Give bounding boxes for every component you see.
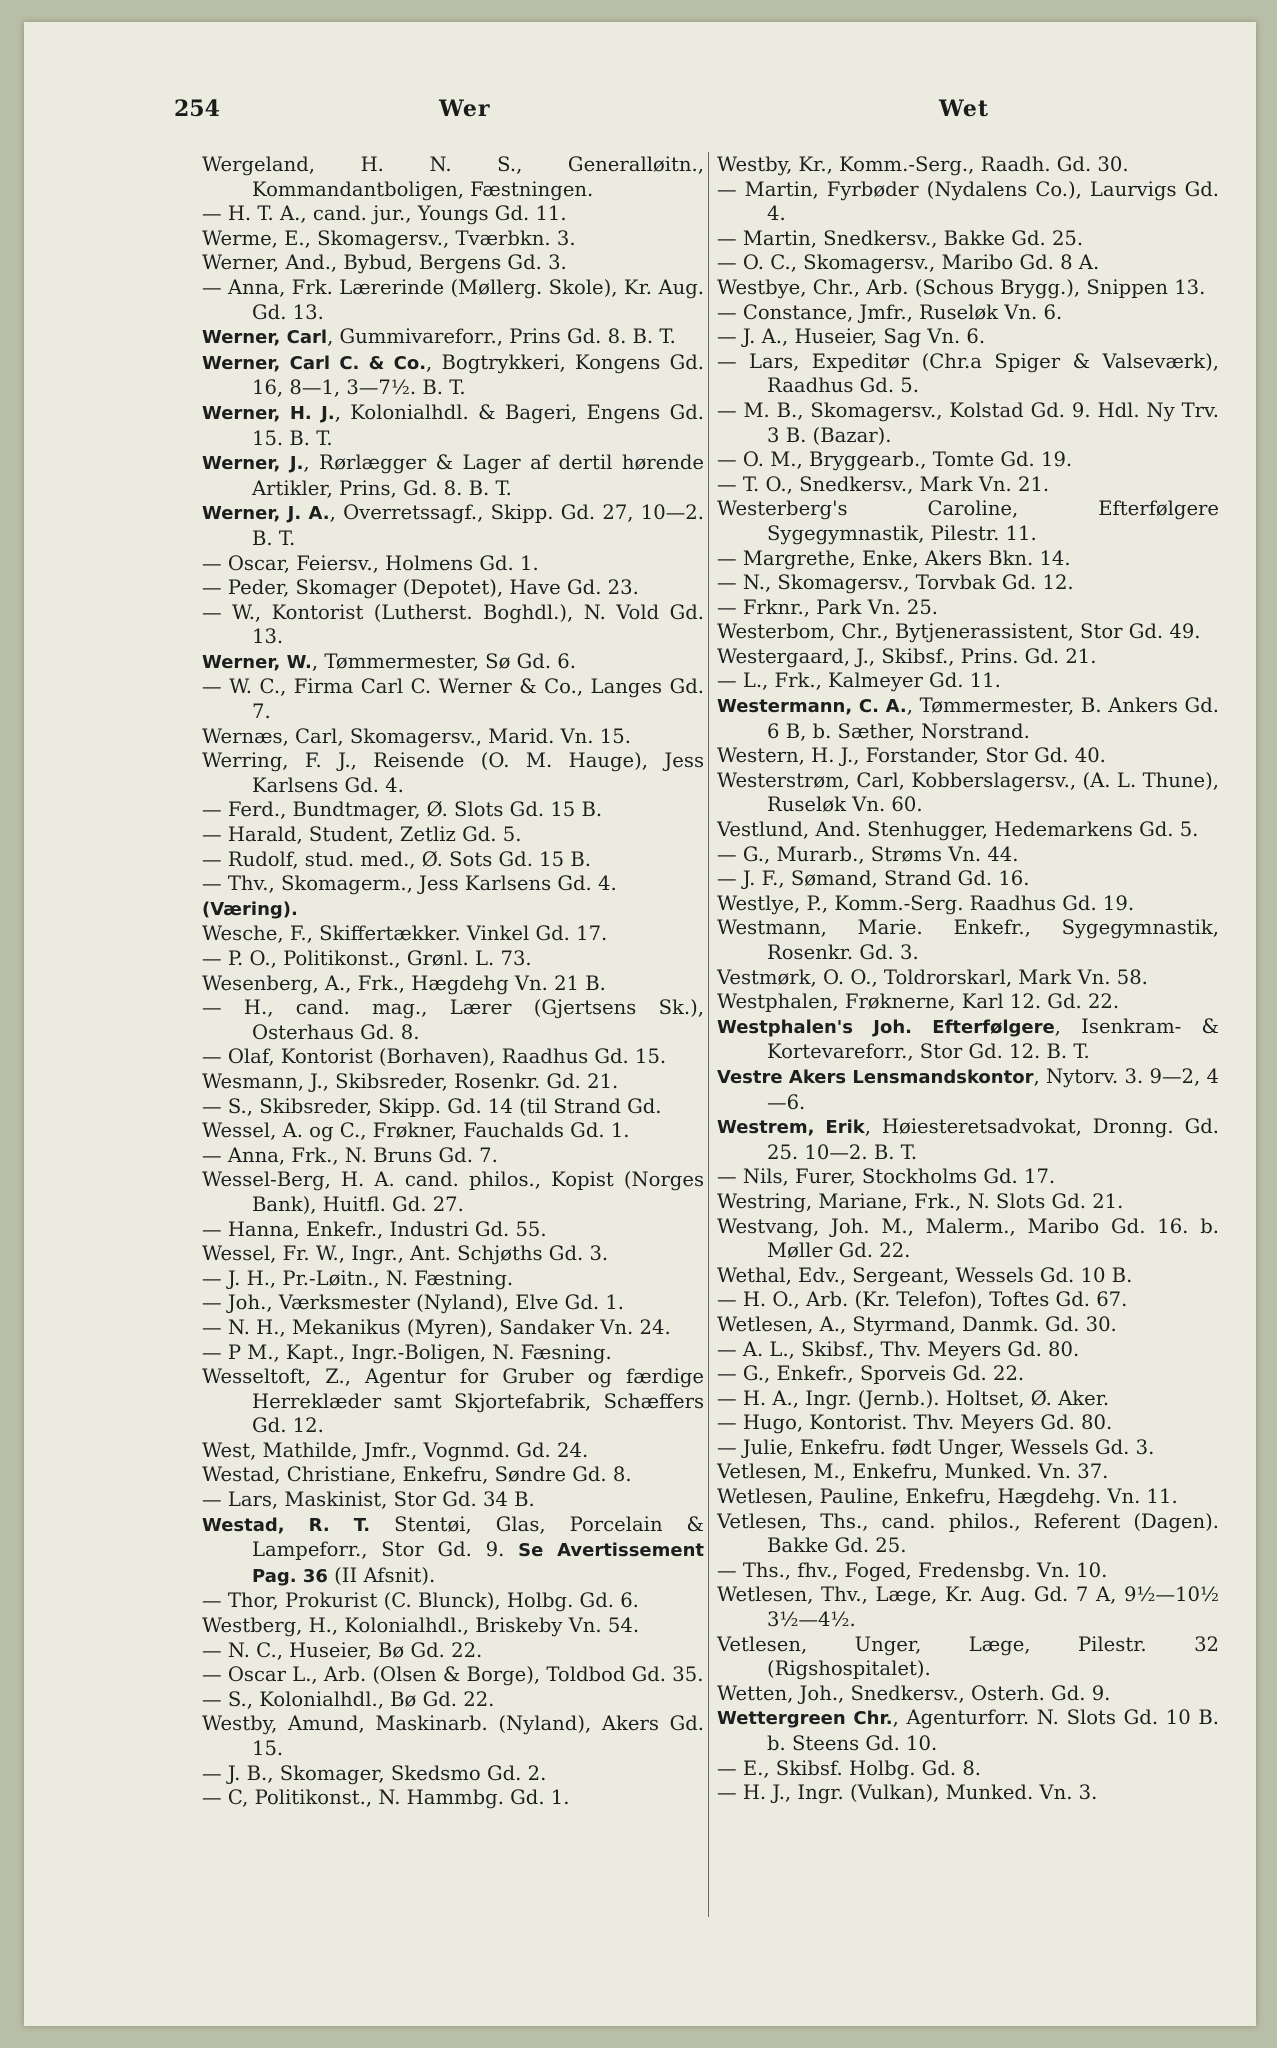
entry-text: , Rørlægger & Lager af dertil hørende Artikler, Prins, Gd. 8. B. T. (252, 451, 704, 500)
entry-text: Wernæs, Carl, Skomagersv., Marid. Vn. 15. (202, 724, 631, 748)
directory-entry (717, 301, 1219, 326)
entry-text: Werring, F. J., Reisende (O. M. Hauge), Jess Karlsens Gd. 4. (202, 749, 704, 797)
directory-entry (202, 1267, 704, 1292)
right-column (717, 153, 1219, 1806)
entry-text: — J. H., Pr.-Løitn., N. Fæstning. (202, 1266, 514, 1290)
entry-text: — W. C., Firma Carl C. Werner & Co., Langes Gd. 7. (202, 675, 704, 724)
entry-text: , Bogtrykkeri, Kongens Gd. 16, 8—1, 3—7½. B. T. (252, 350, 704, 400)
entry-text: — G., Enkefr., Sporveis Gd. 22. (717, 1362, 1025, 1386)
entry-text: Westerbom, Chr., Bytjenerassistent, Stor Gd. 49. (717, 620, 1201, 644)
directory-entry (202, 1762, 704, 1787)
entry-text: Wesche, F., Skiffertækker. Vinkel Gd. 17. (202, 922, 608, 946)
directory-entry (202, 1316, 704, 1341)
directory-entry (717, 1362, 1219, 1387)
entry-text: — N. C., Huseier, Bø Gd. 22. (202, 1638, 483, 1662)
directory-entry (202, 1045, 704, 1070)
entry-text: — Ferd., Bundtmager, Ø. Slots Gd. 15 B. (202, 798, 603, 822)
directory-entry (202, 1218, 704, 1243)
directory-entry (202, 1439, 704, 1464)
entry-text: Vetlesen, Unger, Læge, Pilestr. 32 (Rigshospitalet). (717, 1632, 1219, 1681)
entry-text: — Peder, Skomager (Depotet), Have Gd. 23. (202, 576, 639, 600)
directory-entry (202, 227, 704, 252)
directory-entry (717, 1264, 1219, 1289)
directory-entry (717, 1165, 1219, 1190)
entry-text: — S., Kolonialhdl., Bø Gd. 22. (202, 1687, 495, 1711)
entry-text: Westring, Mariane, Frk., N. Slots Gd. 21. (717, 1189, 1124, 1213)
directory-entry (717, 669, 1219, 694)
directory-entry (717, 399, 1219, 448)
entry-text: , Agenturforr. N. Slots Gd. 10 B. b. Steens Gd. 10. (767, 1706, 1219, 1755)
entry-text: — H., cand. mag., Lærer (Gjertsens Sk.), Osterhaus Gd. 8. (202, 996, 704, 1044)
directory-entry (717, 867, 1219, 892)
directory-entry (717, 1387, 1219, 1412)
entry-text: — T. O., Snedkersv., Mark Vn. 21. (717, 472, 1050, 496)
entry-text: — O. M., Bryggearb., Tomte Gd. 19. (717, 448, 1073, 472)
directory-entry (717, 1485, 1219, 1510)
entry-text: — H. J., Ingr. (Vulkan), Munked. Vn. 3. (717, 1781, 1098, 1805)
directory-entry (717, 966, 1219, 991)
directory-entry (717, 1015, 1219, 1065)
entry-name-bold: Werner, Carl (202, 327, 328, 349)
entry-text: — Thor, Prokurist (C. Blunck), Holbg. Gd. 6. (202, 1589, 639, 1613)
directory-entry (717, 1313, 1219, 1338)
directory-entry (202, 1513, 704, 1590)
entry-text: — Anna, Frk., N. Bruns Gd. 7. (202, 1143, 498, 1167)
directory-entry (202, 451, 704, 501)
directory-entry (717, 596, 1219, 621)
entry-name-bold: Werner, J. (202, 453, 304, 475)
entry-text: , Tømmermester, Sø Gd. 6. (311, 649, 576, 673)
entry-text: — P. O., Politikonst., Grønl. L. 73. (202, 947, 532, 970)
entry-text: — J. F., Sømand, Strand Gd. 16. (717, 867, 1030, 891)
directory-entry (717, 769, 1219, 818)
directory-entry (202, 922, 704, 947)
directory-entry (202, 1291, 704, 1316)
right-running-heading: Wet (939, 96, 990, 122)
entry-text: Wessel-Berg, H. A. cand. philos., Kopist (Norges Bank), Huitfl. Gd. 27. (202, 1168, 704, 1216)
entry-text: Wessel, Fr. W., Ingr., Ant. Schjøths Gd. 3. (202, 1242, 609, 1266)
entry-text: (II Afsnit). (327, 1563, 436, 1587)
entry-name-bold: Werner, J. A. (202, 503, 330, 525)
directory-entry (717, 153, 1219, 178)
entry-text: Westergaard, J., Skibsf., Prins. Gd. 21. (717, 644, 1097, 668)
entry-text: , Høiesteretsadvokat, Dronng. Gd. 25. 10—2. B. T. (767, 1115, 1219, 1164)
directory-entry (202, 1463, 704, 1488)
entry-text: — Constance, Jmfr., Ruseløk Vn. 6. (717, 300, 1063, 324)
entry-name-bold: Westad, R. T. (202, 1514, 371, 1536)
entry-text: Westphalen, Frøknerne, Karl 12. Gd. 22. (717, 990, 1120, 1014)
entry-text: — S., Skibsreder, Skipp. Gd. 14 (til Strand Gd. (202, 1094, 662, 1118)
entry-text: Vetlesen, Ths., cand. philos., Referent (Dagen). Bakke Gd. 25. (717, 1509, 1219, 1558)
directory-entry (717, 350, 1219, 399)
directory-entry (202, 872, 704, 897)
directory-entry (202, 823, 704, 848)
entry-text: , Kolonialhdl. & Bageri, Engens Gd. 15. B. T. (252, 400, 704, 450)
directory-entry (202, 501, 704, 551)
directory-entry (202, 1070, 704, 1095)
directory-entry (202, 202, 704, 227)
directory-entry (202, 601, 704, 650)
directory-entry (202, 675, 704, 724)
entry-text: — Thv., Skomagerm., Jess Karlsens Gd. 4. (202, 872, 617, 896)
page-number: 254 (174, 96, 220, 122)
entry-text: Vestmørk, O. O., Toldrorskarl, Mark Vn. 58. (717, 965, 1148, 989)
entry-text: Wetlesen, Thv., Læge, Kr. Aug. Gd. 7 A, 9½—10½ 3½—4½. (717, 1583, 1219, 1632)
entry-text: — Oscar, Feiersv., Holmens Gd. 1. (202, 551, 539, 575)
entry-text: Westberg, H., Kolonialhdl., Briskeby Vn. 54. (202, 1614, 640, 1638)
entry-text: Vestlund, And. Stenhugger, Hedemarkens Gd. 5. (717, 818, 1199, 842)
directory-entry (717, 1411, 1219, 1436)
entry-text: — Oscar L., Arb. (Olsen & Borge), Toldbod Gd. 35. (202, 1663, 704, 1687)
entry-text: — E., Skibsf. Holbg. Gd. 8. (717, 1756, 982, 1780)
entry-text: — Hanna, Enkefr., Industri Gd. 55. (202, 1217, 547, 1241)
directory-entry (717, 843, 1219, 868)
page-header (174, 96, 1014, 136)
entry-text: Wesenberg, A., Frk., Hægdehg Vn. 21 B. (202, 971, 606, 995)
directory-entry (717, 1781, 1219, 1806)
directory-entry (717, 1583, 1219, 1632)
entry-name-bold: Werner, H. J. (202, 402, 335, 424)
entry-text: Westbye, Chr., Arb. (Schous Brygg.), Snippen 13. (717, 275, 1206, 299)
directory-entry (717, 1757, 1219, 1782)
directory-entry (717, 1215, 1219, 1264)
entry-text: — Rudolf, stud. med., Ø. Sots Gd. 15 B. (202, 847, 591, 871)
entry-text: — Joh., Værksmester (Nyland), Elve Gd. 1. (202, 1291, 625, 1315)
entry-text: — Julie, Enkefru. født Unger, Wessels Gd. 3. (717, 1435, 1155, 1459)
directory-entry (717, 1338, 1219, 1363)
entry-text: — J. B., Skomager, Skedsmo Gd. 2. (202, 1761, 547, 1785)
directory-entry (202, 552, 704, 577)
entry-text: Werner, And., Bybud, Bergens Gd. 3. (202, 251, 567, 275)
entry-text: — Olaf, Kontorist (Borhaven), Raadhus Gd. 15. (202, 1045, 667, 1069)
directory-entry (717, 645, 1219, 670)
entry-text: — Frknr., Park Vn. 25. (717, 595, 939, 619)
directory-entry (202, 1242, 704, 1267)
entry-text: Wessel, A. og C., Frøkner, Fauchalds Gd. 1. (202, 1119, 630, 1143)
entry-text: Wetlesen, Pauline, Enkefru, Hægdehg. Vn. 11. (717, 1485, 1178, 1509)
directory-entry (717, 744, 1219, 769)
directory-entry (202, 897, 704, 923)
entry-text: Westby, Kr., Komm.-Serg., Raadh. Gd. 30. (717, 153, 1129, 176)
directory-entry (202, 251, 704, 276)
entry-text: — N. H., Mekanikus (Myren), Sandaker Vn. 24. (202, 1315, 671, 1339)
entry-text: — Lars, Maskinist, Stor Gd. 34 B. (202, 1488, 535, 1512)
directory-entry (202, 1144, 704, 1169)
directory-entry (717, 251, 1219, 276)
entry-name-bold: Vestre Akers Lensmandskontor (717, 1066, 1034, 1088)
directory-entry (202, 1712, 704, 1761)
entry-text: Wergeland, H. N. S., Generalløitn., Kommandantboligen, Fæstningen. (202, 153, 704, 201)
directory-entry (717, 571, 1219, 596)
directory-entry (202, 749, 704, 798)
directory-entry (717, 325, 1219, 350)
directory-entry (202, 650, 704, 676)
directory-entry (717, 818, 1219, 843)
entry-name-bold: Se Avertissement Pag. 36 (252, 1540, 704, 1587)
directory-entry (717, 1436, 1219, 1461)
entry-text: — Hugo, Kontorist. Thv. Meyers Gd. 80. (717, 1411, 1113, 1435)
entry-text: — L., Frk., Kalmeyer Gd. 11. (717, 669, 1001, 693)
directory-entry (717, 448, 1219, 473)
directory-entry (717, 892, 1219, 917)
directory-entry (202, 1688, 704, 1713)
entry-text: — H. O., Arb. (Kr. Telefon), Toftes Gd. 67. (717, 1288, 1128, 1312)
entry-text: — A. L., Skibsf., Thv. Meyers Gd. 80. (717, 1337, 1080, 1361)
entry-text: Vetlesen, M., Enkefru, Munked. Vn. 37. (717, 1460, 1109, 1484)
left-running-heading: Wer (439, 96, 491, 122)
entry-text: Westerstrøm, Carl, Kobberslagersv., (A. L. Thune), Ruseløk Vn. 60. (717, 768, 1219, 817)
directory-entry (202, 401, 704, 451)
entry-text: — Nils, Furer, Stockholms Gd. 17. (717, 1165, 1056, 1189)
directory-entry (202, 996, 704, 1045)
directory-entry (717, 1633, 1219, 1682)
entry-text: Wetten, Joh., Snedkersv., Osterh. Gd. 9. (717, 1681, 1111, 1705)
directory-entry (202, 576, 704, 601)
entry-text: , Nytorv. 3. 9—2, 4—6. (767, 1064, 1219, 1114)
entry-text: , Gummivareforr., Prins Gd. 8. B. T. (327, 325, 676, 349)
entry-text: — O. C., Skomagersv., Maribo Gd. 8 A. (717, 251, 1100, 275)
directory-entry (202, 1488, 704, 1513)
entry-name-bold: Werner, W. (202, 651, 312, 673)
column-divider (708, 152, 709, 1917)
directory-entry (202, 947, 704, 972)
entry-text: — Martin, Snedkersv., Bakke Gd. 25. (717, 226, 1084, 250)
entry-name-bold: Westphalen's Joh. Efterfølgere (717, 1016, 1055, 1038)
entry-text: Westerberg's Caroline, Efterfølgere Sygegymnastik, Pilestr. 11. (717, 497, 1219, 545)
directory-entry (717, 620, 1219, 645)
entry-text: Werme, E., Skomagersv., Tværbkn. 3. (202, 226, 576, 250)
directory-entry (202, 1341, 704, 1366)
directory-entry (717, 276, 1219, 301)
entry-text: — N., Skomagersv., Torvbak Gd. 12. (717, 571, 1074, 595)
entry-text: — Lars, Expeditør (Chr.a Spiger & Valseværk), Raadhus Gd. 5. (717, 349, 1219, 398)
entry-text: West, Mathilde, Jmfr., Vognmd. Gd. 24. (202, 1438, 589, 1462)
entry-text: — Margrethe, Enke, Akers Bkn. 14. (717, 546, 1071, 570)
entry-name-bold: Westermann, C. A. (717, 696, 907, 718)
directory-entry (202, 1589, 704, 1614)
entry-name-bold: Wettergreen Chr. (717, 1708, 893, 1730)
directory-entry (717, 178, 1219, 227)
directory-entry (202, 1095, 704, 1120)
entry-text: Westlye, P., Komm.-Serg. Raadhus Gd. 19. (717, 891, 1135, 915)
entry-text: , Isenkram- & Kortevareforr., Stor Gd. 12. B. T. (767, 1014, 1219, 1064)
entry-text: Westmann, Marie. Enkefr., Sygegymnastik, Rosenkr. Gd. 3. (717, 916, 1219, 964)
entry-text: — P M., Kapt., Ingr.-Boligen, N. Fæsning. (202, 1340, 612, 1364)
directory-entry (717, 694, 1219, 744)
directory-entry (202, 276, 704, 325)
directory-entry (717, 1682, 1219, 1707)
directory-entry (717, 1190, 1219, 1215)
entry-text: — J. A., Huseier, Sag Vn. 6. (717, 325, 986, 349)
entry-text: Wetlesen, A., Styrmand, Danmk. Gd. 30. (717, 1312, 1117, 1336)
directory-entry (717, 547, 1219, 572)
entry-text: Westvang, Joh. M., Malerm., Maribo Gd. 16. b. Møller Gd. 22. (717, 1214, 1219, 1263)
entry-text: — H. A., Ingr. (Jernb.). Holtset, Ø. Aker. (717, 1386, 1110, 1410)
entry-text: Wethal, Edv., Sergeant, Wessels Gd. 10 B. (717, 1263, 1133, 1287)
directory-entry (202, 848, 704, 873)
entry-text: — C, Politikonst., N. Hammbg. Gd. 1. (202, 1786, 570, 1810)
directory-entry (202, 972, 704, 997)
directory-entry (202, 1786, 704, 1811)
directory-entry (717, 1288, 1219, 1313)
entry-text: , Tømmermester, B. Ankers Gd. 6 B, b. Sæther, Norstrand. (767, 694, 1219, 743)
entry-text: — Anna, Frk. Lærerinde (Møllerg. Skole), Kr. Aug. Gd. 13. (202, 275, 704, 324)
directory-entry (717, 1065, 1219, 1115)
entry-text: — Ths., fhv., Foged, Fredensbg. Vn. 10. (717, 1558, 1108, 1582)
entry-text: Wesseltoft, Z., Agentur for Gruber og færdige Herreklæder samt Skjortefabrik, Schæffers Gd. 12. (202, 1365, 704, 1438)
directory-entry (202, 725, 704, 750)
entry-text: — Martin, Fyrbøder (Nydalens Co.), Laurvigs Gd. 4. (717, 177, 1219, 226)
directory-entry (202, 1639, 704, 1664)
directory-entry (202, 325, 704, 351)
directory-entry (202, 153, 704, 202)
directory-page (24, 22, 1256, 2026)
entry-text: — M. B., Skomagersv., Kolstad Gd. 9. Hdl. Ny Trv. 3 B. (Bazar). (717, 398, 1219, 447)
directory-entry (202, 1168, 704, 1217)
directory-entry (717, 497, 1219, 546)
entry-text: Westad, Christiane, Enkefru, Søndre Gd. 8. (202, 1463, 632, 1487)
entry-text: Stentøi, Glas, Porcelain & Lampeforr., Stor Gd. 9. (252, 1512, 704, 1562)
entry-text: , Overretssagf., Skipp. Gd. 27, 10—2. B. T. (252, 501, 704, 550)
entry-text: Westby, Amund, Maskinarb. (Nyland), Akers Gd. 15. (202, 1712, 704, 1760)
entry-name-bold: (Væring). (202, 898, 298, 920)
entry-text: — H. T. A., cand. jur., Youngs Gd. 11. (202, 202, 567, 226)
entry-text: Western, H. J., Forstander, Stor Gd. 40. (717, 744, 1106, 768)
directory-entry (202, 351, 704, 401)
entry-text: — Harald, Student, Zetliz Gd. 5. (202, 823, 522, 847)
directory-entry (717, 1559, 1219, 1584)
left-column (202, 153, 704, 1811)
directory-entry (202, 798, 704, 823)
entry-name-bold: Westrem, Erik (717, 1117, 865, 1139)
entry-text: — G., Murarb., Strøms Vn. 44. (717, 842, 1019, 866)
directory-entry (202, 1365, 704, 1439)
directory-entry (717, 227, 1219, 252)
entry-text: — W., Kontorist (Lutherst. Boghdl.), N. Vold Gd. 13. (202, 600, 704, 649)
directory-entry (717, 1510, 1219, 1559)
directory-entry (717, 1460, 1219, 1485)
directory-entry (202, 1614, 704, 1639)
directory-entry (717, 473, 1219, 498)
entry-name-bold: Werner, Carl C. & Co. (202, 352, 427, 374)
directory-entry (202, 1663, 704, 1688)
directory-entry (202, 1119, 704, 1144)
directory-entry (717, 990, 1219, 1015)
directory-entry (717, 916, 1219, 965)
entry-text: Wesmann, J., Skibsreder, Rosenkr. Gd. 21. (202, 1069, 619, 1093)
directory-entry (717, 1706, 1219, 1756)
directory-entry (717, 1115, 1219, 1165)
